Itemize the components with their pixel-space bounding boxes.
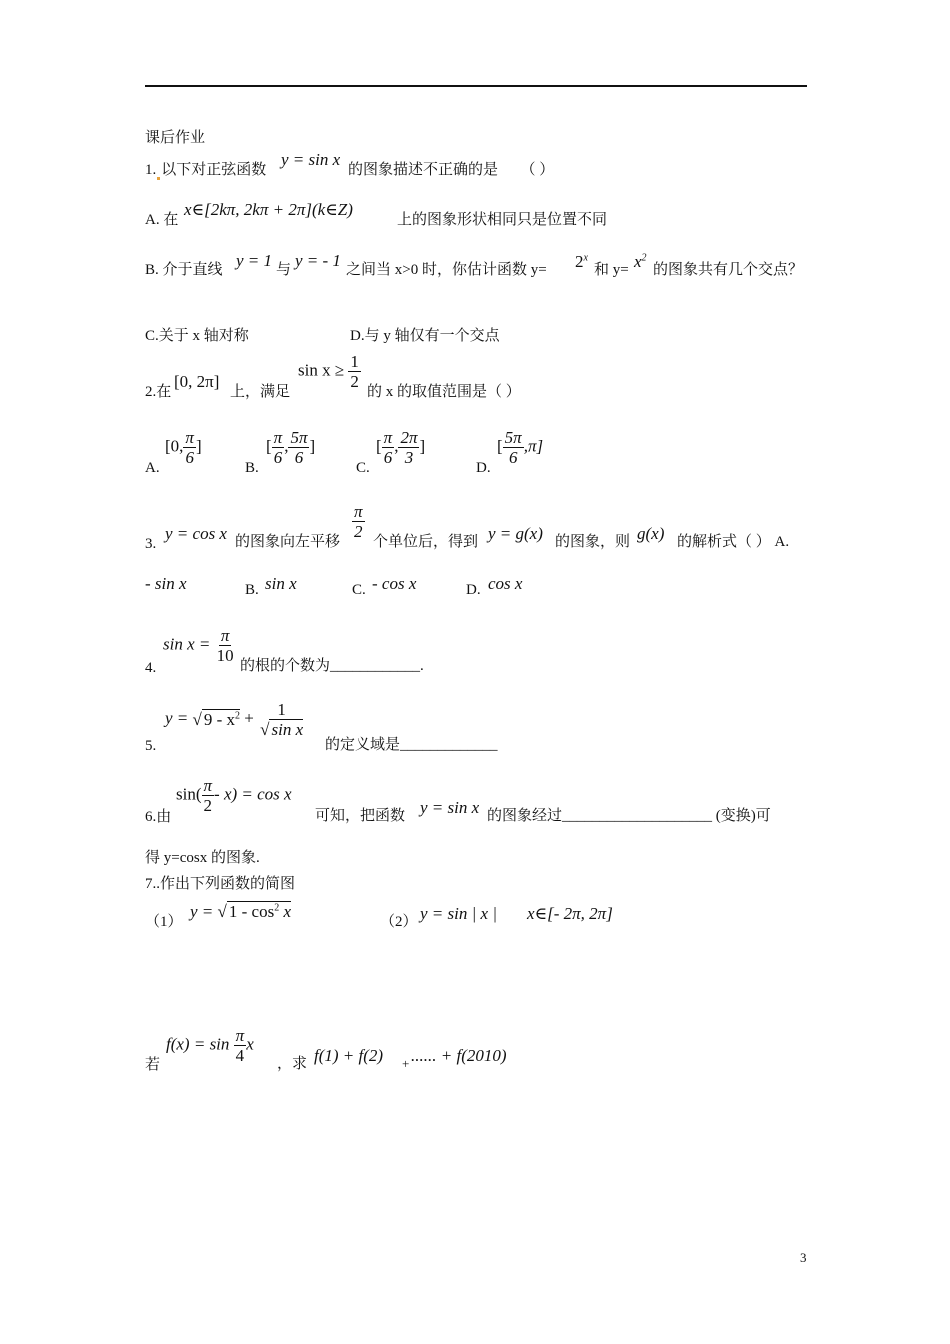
q6-text1: 可知，把函数 [315, 808, 406, 824]
q5-answer-blank[interactable]: _____________ [400, 737, 498, 753]
q2-inequality: sin x ≥ $\frac{1}{2}$ [298, 352, 359, 391]
q2-option-b: [ $\frac{\pi}{6}$ , $\frac{5\pi}{6}$ ] [266, 428, 316, 467]
q7-part1-label: （1） [145, 914, 183, 930]
q3-math3: g(x) [637, 524, 665, 543]
q1-option-b-math1: y = 1 [236, 251, 273, 270]
q8-function: f(x) = sin $\frac{\pi}{4}$ x [166, 1026, 254, 1065]
q4-answer-blank[interactable]: ____________. [330, 658, 424, 674]
q1-option-d: D.与 y 轴仅有一个交点 [350, 328, 500, 344]
q3-option-b-label: B. [245, 582, 259, 598]
q6-math2: y = sin x [420, 798, 480, 817]
q3-label: 3. [145, 536, 157, 552]
q7-part2-function: y = sin | x | [420, 904, 497, 923]
q3-option-d-label: D. [466, 582, 481, 598]
q1-option-b-mid3: 和 y= [594, 262, 629, 278]
q5-label: 5. [145, 738, 157, 754]
q1-option-a-math: x∈[2kπ, 2kπ + 2π](k∈Z) [184, 200, 353, 219]
q2-option-a-label: A. [145, 460, 160, 476]
q3-option-c-label: C. [352, 582, 366, 598]
q3-text2: 个单位后，得到 [373, 534, 479, 550]
q2-interval: [0, 2π] [174, 372, 220, 391]
q3-text4: 的解析式（ ） A. [677, 534, 790, 550]
question-1-stem: 1. 以下对正弦函数 [145, 162, 267, 178]
q8-sum: f(1) + f(2) [314, 1046, 384, 1065]
q3-text1: 的图象向左平移 [235, 534, 341, 550]
q2-option-b-label: B. [245, 460, 259, 476]
q7-part2-domain: x∈[- 2π, 2π] [527, 904, 613, 923]
q3-option-b: sin x [265, 574, 297, 593]
q1-function-math: y = sin x [281, 150, 341, 169]
q3-fraction: $\frac{\pi}{2}$ [354, 502, 363, 541]
q3-text3: 的图象，则 [555, 534, 631, 550]
q4-text: 的根的个数为____________. [240, 658, 424, 674]
q7-label: 7..作出下列函数的简图 [145, 876, 296, 892]
q3-option-c: - cos x [372, 574, 417, 593]
q1-option-b-text: 的图象共有几个交点？ [653, 262, 804, 278]
q1-option-b-mid1: 与 [276, 262, 292, 278]
q1-stem-post: 的图象描述不正确的是 （ ） [348, 162, 555, 178]
q5-text: 的定义域是_____________ [325, 737, 498, 753]
header-rule [145, 85, 807, 87]
q8-mid: ，求 [277, 1056, 308, 1072]
q2-mid: 上，满足 [230, 384, 291, 400]
q1-option-b-math3: 2$^x$ [575, 252, 588, 271]
q2-option-d-label: D. [476, 460, 491, 476]
q1-option-b-label: B. 介于直线 [145, 262, 223, 278]
q8-plus: + [402, 1056, 410, 1071]
section-title: 课后作业 [145, 130, 206, 146]
page-number: 3 [800, 1250, 807, 1265]
q1-option-c: C.关于 x 轴对称 [145, 328, 249, 344]
q1-option-a-label: A. 在 [145, 212, 179, 228]
q3-option-d: cos x [488, 574, 523, 593]
q1-option-a-text: 上的图象形状相同只是位置不同 [397, 212, 608, 228]
q6-text2: 的图象经过____________________ (变换)可 [487, 808, 771, 824]
q8-label: 若 [145, 1057, 161, 1073]
q1-option-b-mid2: 之间当 x>0 时，你估计函数 y= [346, 262, 547, 278]
q3-option-a: - sin x [145, 574, 187, 593]
q2-label: 2.在 [145, 384, 172, 400]
q2-post: 的 x 的取值范围是（ ） [367, 384, 521, 400]
q3-math1: y = cos x [165, 524, 227, 543]
q2-option-d: [ $\frac{5\pi}{6}$ ,π] [497, 428, 544, 467]
q7-part1-function: y = √ $1 - \cos^2 x$ [190, 902, 291, 921]
q6-identity: sin( $\frac{\pi}{2}$ - x) = cos x [176, 776, 292, 815]
q1-option-b-math2: y = - 1 [295, 251, 341, 270]
q4-label: 4. [145, 660, 157, 676]
q5-function: y = √ $9 - x^2$ + $\frac{1}{\text{√ sin x}}$ [165, 700, 304, 739]
q4-equation: sin x = $\frac{\pi}{10}$ [163, 626, 234, 665]
marker-dot [157, 177, 160, 180]
q1-option-b-math4: $x^2$ [634, 252, 647, 271]
q2-option-a: [0, $\frac{\pi}{6}$ ] [165, 428, 202, 467]
q6-line2: 得 y=cosx 的图象. [145, 850, 260, 866]
q3-math2: y = g(x) [488, 524, 543, 543]
q2-option-c-label: C. [356, 460, 370, 476]
q8-sum-tail: ...... + f(2010) [411, 1046, 507, 1065]
q2-option-c: [ $\frac{\pi}{6}$ , $\frac{2\pi}{3}$ ] [376, 428, 426, 467]
q6-answer-blank[interactable]: ____________________ [562, 808, 713, 824]
q7-part2-label: （2） [380, 914, 418, 930]
q6-label: 6.由 [145, 809, 172, 825]
